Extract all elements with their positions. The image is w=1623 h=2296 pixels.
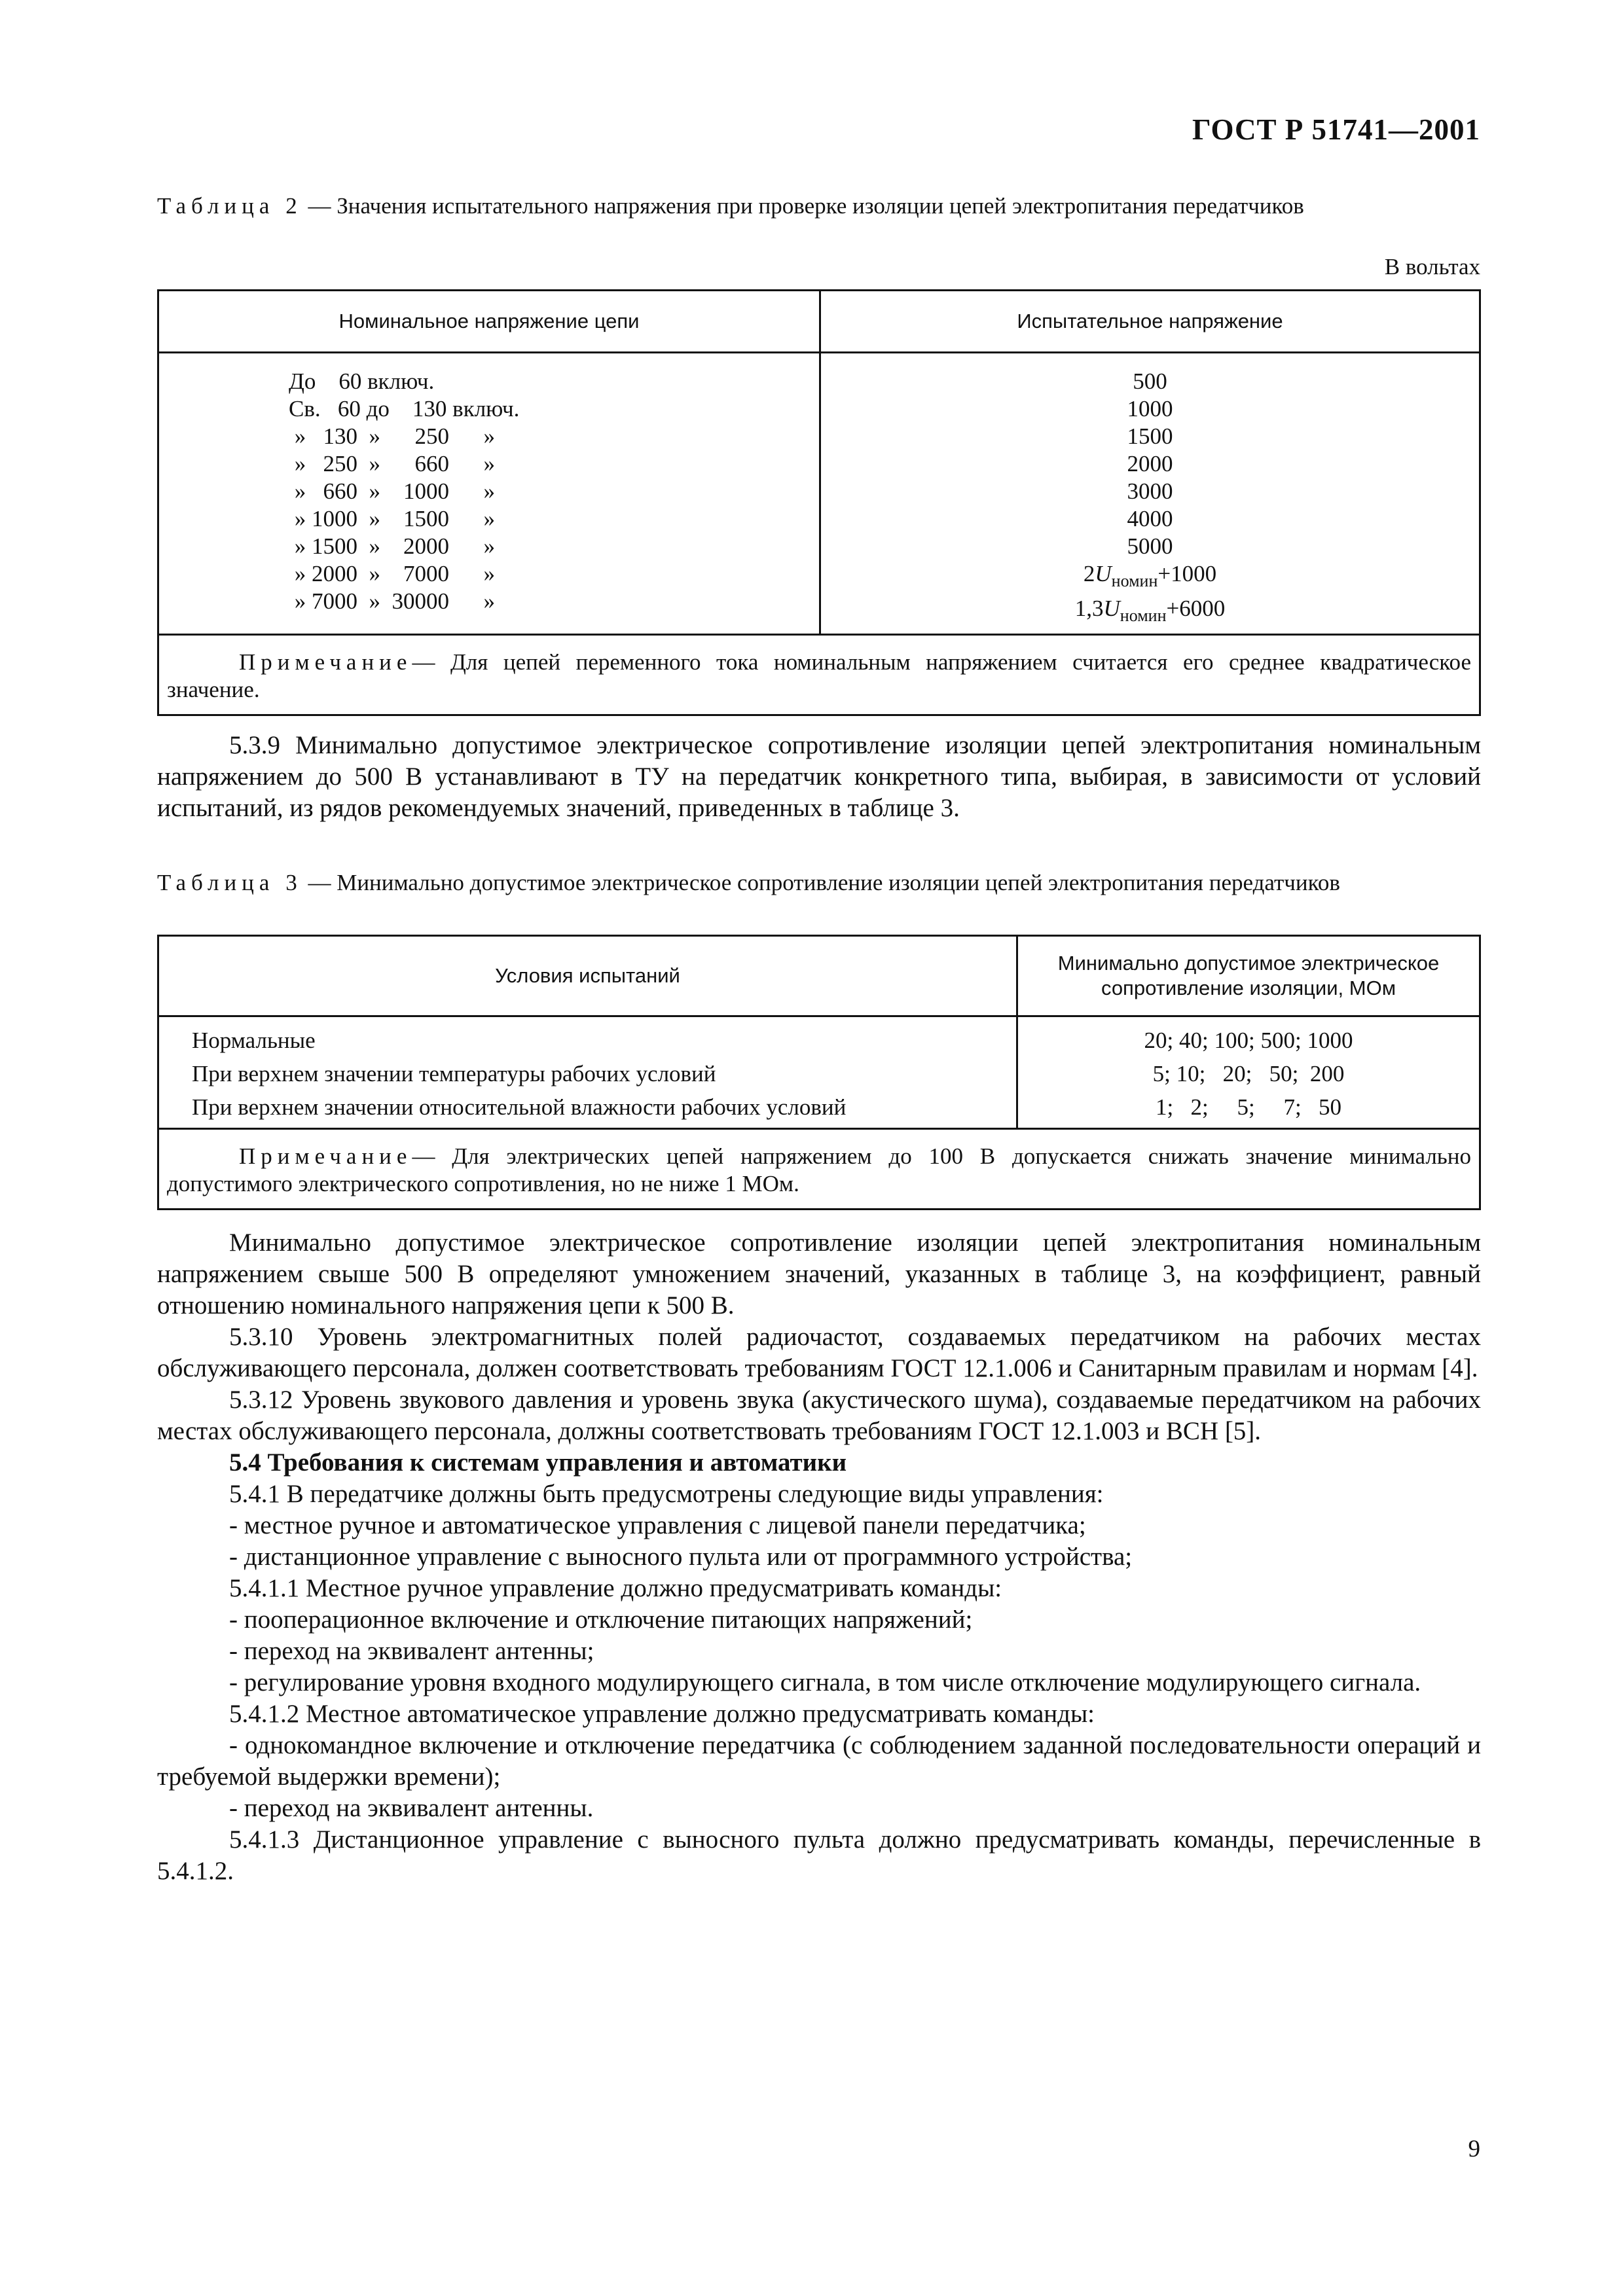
table2-range: Св. 60 до 130 включ. [289,396,520,422]
table2-caption [157,194,1480,219]
table3-col1-header: Условия испытаний [158,936,1017,1016]
table2-range: » 1000 » 1500 » [289,506,495,531]
table3-note [158,1129,1480,1210]
list-line: - переход на эквивалент антенны; [229,1637,594,1665]
paragraph-5-3-9: 5.3.9 Минимально допустимое электрическое сопротивление изоляции цепей электропитания номинальным напряжением до 500 В устанавливают в ТУ на передатчик конкретного типа, выбирая, в зависимости от условий испытаний, из рядов рекомендуемых значений, приведенных в таблице 3. [157,731,1481,822]
table2-note-label: Примечание [239,649,412,675]
list-line: 5.4.1 В передатчике должны быть предусмотрены следующие виды управления: [229,1480,1104,1508]
table3-conditions-cell [158,1016,1017,1129]
table2-values-cell [820,353,1480,635]
section-title: 5.4 Требования к системам управления и автоматики [229,1448,847,1477]
list-line: - регулирование уровня входного модулирующего сигнала, в том числе отключение модулирующего сигнала. [229,1668,1421,1696]
table3-value: 20; 40; 100; 500; 1000 [1144,1028,1353,1053]
table2-formula-1: $2U_{номин}+1000$ [1083,561,1217,590]
table2-range: » 250 » 660 » [289,451,495,476]
table3-condition: При верхнем значении относительной влажности рабочих условий [192,1094,847,1120]
table2-value: 500 [1133,368,1167,394]
table2-range: » 660 » 1000 » [289,478,495,504]
table2-formula-2: $1,3U_{номин}+6000$ [1074,596,1226,625]
list-line: - переход на эквивалент антенны. [229,1794,594,1822]
table3 [157,935,1481,1210]
table3-caption-text: — Минимально допустимое электрическое сопротивление изоляции цепей электропитания передатчиков [308,870,1340,895]
table3-note-label: Примечание [239,1143,412,1169]
body-text [157,1227,1481,1887]
list-line: - пооперационное включение и отключение питающих напряжений; [229,1605,973,1634]
list-line: 5.4.1.2 Местное автоматическое управление должно предусматривать команды: [229,1700,1095,1728]
table2-range: До 60 включ. [289,368,435,394]
table3-value: 5; 10; 20; 50; 200 [1152,1061,1345,1086]
paragraph: 5.3.12 Уровень звукового давления и уровень звука (акустического шума), создаваемые передатчиком на рабочих местах обслуживающего персонала, должны соответствовать требованиям ГОСТ 12.1.003 и ВСН [5]. [157,1386,1481,1445]
table2-unit: В вольтах [1384,254,1480,279]
table2-value: 3000 [1127,478,1173,504]
table2-range: » 2000 » 7000 » [289,561,495,586]
table2-value: 5000 [1127,533,1173,559]
list-line: 5.4.1.3 Дистанционное управление с выносного пульта должно предусматривать команды, перечисленные в 5.4.1.2. [157,1825,1481,1885]
table2-caption-text: — Значения испытательного напряжения при проверке изоляции цепей электропитания передатчиков [308,193,1304,219]
table3-values-cell [1017,1016,1480,1129]
table3-value: 1; 2; 5; 7; 50 [1156,1094,1341,1120]
page-number: 9 [1468,2136,1480,2162]
table2-value: 1500 [1127,423,1173,449]
table2-ranges-cell [158,353,820,635]
table3-note-text: — Для электрических цепей напряжением до 100 В допускается снижать значение минимально допустимого электрического сопротивления, но не ниже 1 МОм. [167,1143,1471,1196]
table2-value: 2000 [1127,451,1173,476]
table2-range: » 7000 » 30000 » [289,588,495,614]
table3-caption-prefix: Таблица 3 [157,870,302,895]
paragraph: 5.3.10 Уровень электромагнитных полей радиочастот, создаваемых передатчиком на рабочих местах обслуживающего персонала, должен соответствовать требованиям ГОСТ 12.1.006 и Санитарным правилам и нормам [4]. [157,1323,1481,1382]
table2-value: 1000 [1127,396,1173,422]
table3-condition: При верхнем значении температуры рабочих условий [192,1061,716,1086]
table3-condition: Нормальные [192,1028,316,1053]
table2-caption-prefix: Таблица 2 [157,193,302,219]
table2-value: 4000 [1127,506,1173,531]
list-line: - местное ручное и автоматическое управления с лицевой панели передатчика; [229,1511,1086,1539]
list-line: - дистанционное управление с выносного пульта или от программного устройства; [229,1543,1133,1571]
table2-note [158,635,1480,715]
document-header: ГОСТ Р 51741—2001 [1192,113,1480,146]
list-line: 5.4.1.1 Местное ручное управление должно предусматривать команды: [229,1574,1002,1602]
table2-col1-header: Номинальное напряжение цепи [158,291,820,353]
list-line: - однокомандное включение и отключение передатчика (с соблюдением заданной последовательности операций и требуемой выдержки времени); [157,1731,1481,1791]
table3-caption [157,870,1480,895]
table3-col2-header: Минимально допустимое электрическое сопротивление изоляции, МОм [1017,936,1480,1016]
table2-range: » 130 » 250 » [289,423,495,449]
table2-range: » 1500 » 2000 » [289,533,495,559]
table2 [157,289,1481,716]
paragraph: Минимально допустимое электрическое сопротивление изоляции цепей электропитания номинальным напряжением свыше 500 В определяют умножением значений, указанных в таблице 3, на коэффициент, равный отношению номинального напряжения цепи к 500 В. [157,1229,1481,1319]
table2-note-text: — Для цепей переменного тока номинальным напряжением считается его среднее квадратическое значение. [167,649,1471,702]
table2-col2-header: Испытательное напряжение [820,291,1480,353]
